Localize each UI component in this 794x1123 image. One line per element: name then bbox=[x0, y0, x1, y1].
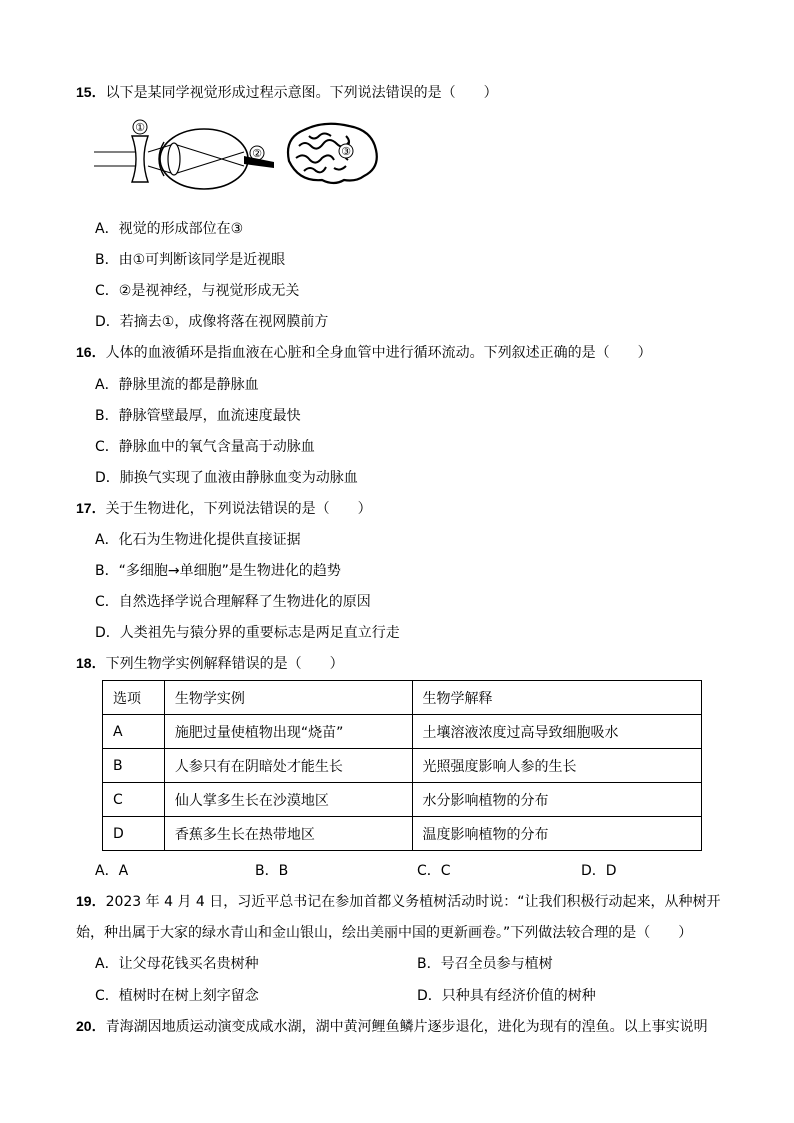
table-cell: B bbox=[103, 749, 165, 783]
question-number: 15． bbox=[76, 84, 106, 100]
question-20 bbox=[76, 1016, 708, 1036]
question-18 bbox=[76, 653, 344, 673]
biology-table bbox=[102, 680, 702, 851]
option-16-d: D．肺换气实现了血液由静脉血变为动脉血 bbox=[95, 470, 358, 486]
question-stem: 以下是某同学视觉形成过程示意图。下列说法错误的是（ ） bbox=[105, 85, 498, 101]
table-row bbox=[103, 749, 702, 783]
table-cell: 香蕉多生长在热带地区 bbox=[164, 817, 412, 851]
option-17-d: D．人类祖先与猿分界的重要标志是两足直立行走 bbox=[95, 625, 400, 641]
question-stem: 关于生物进化，下列说法错误的是（ ） bbox=[105, 501, 372, 517]
label-3: ③ bbox=[341, 145, 351, 158]
option-18-b: B．B bbox=[255, 863, 289, 879]
table-header-cell: 生物学实例 bbox=[164, 681, 412, 715]
option-17-a: A．化石为生物进化提供直接证据 bbox=[95, 532, 301, 548]
vision-diagram bbox=[94, 116, 394, 196]
question-stem-line-1: 2023 年 4 月 4 日，习近平总书记在参加首都义务植树活动时说：“让我们积极行动起来，从种树开 bbox=[105, 894, 721, 910]
table-header-row bbox=[103, 681, 702, 715]
option-19-c: C．植树时在树上刻字留念 bbox=[95, 988, 259, 1004]
table-row bbox=[103, 783, 702, 817]
option-15-a: A．视觉的形成部位在③ bbox=[95, 221, 244, 237]
option-18-d: D．D bbox=[581, 863, 617, 879]
table-row bbox=[103, 715, 702, 749]
option-17-c: C．自然选择学说合理解释了生物进化的原因 bbox=[95, 594, 371, 610]
label-2: ② bbox=[252, 147, 262, 160]
question-stem: 青海湖因地质运动演变成咸水湖，湖中黄河鲤鱼鳞片逐步退化，进化为现有的湟鱼。以上事实说明 bbox=[105, 1019, 708, 1035]
option-17-b: B．“多细胞→单细胞”是生物进化的趋势 bbox=[95, 563, 341, 579]
question-stem-line-2: 始，种出属于大家的绿水青山和金山银山，绘出美丽中国的更新画卷。”下列做法较合理的是（ ） bbox=[76, 925, 693, 941]
table-cell: 水分影响植物的分布 bbox=[412, 783, 701, 817]
question-17 bbox=[76, 498, 372, 518]
option-18-c: C．C bbox=[417, 863, 451, 879]
crystalline-lens-icon bbox=[168, 143, 180, 175]
table-row bbox=[103, 817, 702, 851]
option-19-b: B．号召全员参与植树 bbox=[417, 956, 553, 972]
question-number: 16． bbox=[76, 344, 106, 360]
table-cell: 人参只有在阴暗处才能生长 bbox=[164, 749, 412, 783]
question-number: 20． bbox=[76, 1018, 106, 1034]
table-cell: 温度影响植物的分布 bbox=[412, 817, 701, 851]
question-16 bbox=[76, 342, 652, 362]
option-16-c: C．静脉血中的氧气含量高于动脉血 bbox=[95, 439, 315, 455]
table-cell: C bbox=[103, 783, 165, 817]
option-18-a: A．A bbox=[95, 863, 129, 879]
question-stem: 人体的血液循环是指血液在心脏和全身血管中进行循环流动。下列叙述正确的是（ ） bbox=[105, 345, 652, 361]
option-15-d: D．若摘去①，成像将落在视网膜前方 bbox=[95, 314, 329, 330]
option-19-d: D．只种具有经济价值的树种 bbox=[417, 988, 596, 1004]
brain-icon bbox=[288, 124, 377, 183]
question-number: 19． bbox=[76, 893, 106, 909]
option-16-a: A．静脉里流的都是静脉血 bbox=[95, 377, 259, 393]
question-stem: 下列生物学实例解释错误的是（ ） bbox=[105, 656, 344, 672]
table-cell: A bbox=[103, 715, 165, 749]
table-header-cell: 选项 bbox=[103, 681, 165, 715]
table-header-cell: 生物学解释 bbox=[412, 681, 701, 715]
table-cell: D bbox=[103, 817, 165, 851]
option-16-b: B．静脉管壁最厚，血流速度最快 bbox=[95, 408, 301, 424]
table-cell: 施肥过量使植物出现“烧苗” bbox=[164, 715, 412, 749]
table-cell: 仙人掌多生长在沙漠地区 bbox=[164, 783, 412, 817]
table-cell: 光照强度影响人参的生长 bbox=[412, 749, 701, 783]
question-15 bbox=[76, 82, 498, 102]
question-number: 17． bbox=[76, 500, 106, 516]
concave-lens-icon bbox=[132, 136, 148, 182]
option-19-a: A．让父母花钱买名贵树种 bbox=[95, 956, 259, 972]
question-number: 18． bbox=[76, 655, 106, 671]
option-15-c: C．②是视神经，与视觉形成无关 bbox=[95, 283, 300, 299]
option-15-b: B．由①可判断该同学是近视眼 bbox=[95, 252, 286, 268]
question-19 bbox=[76, 891, 721, 911]
label-1: ① bbox=[135, 121, 145, 134]
table-cell: 土壤溶液浓度过高导致细胞吸水 bbox=[412, 715, 701, 749]
